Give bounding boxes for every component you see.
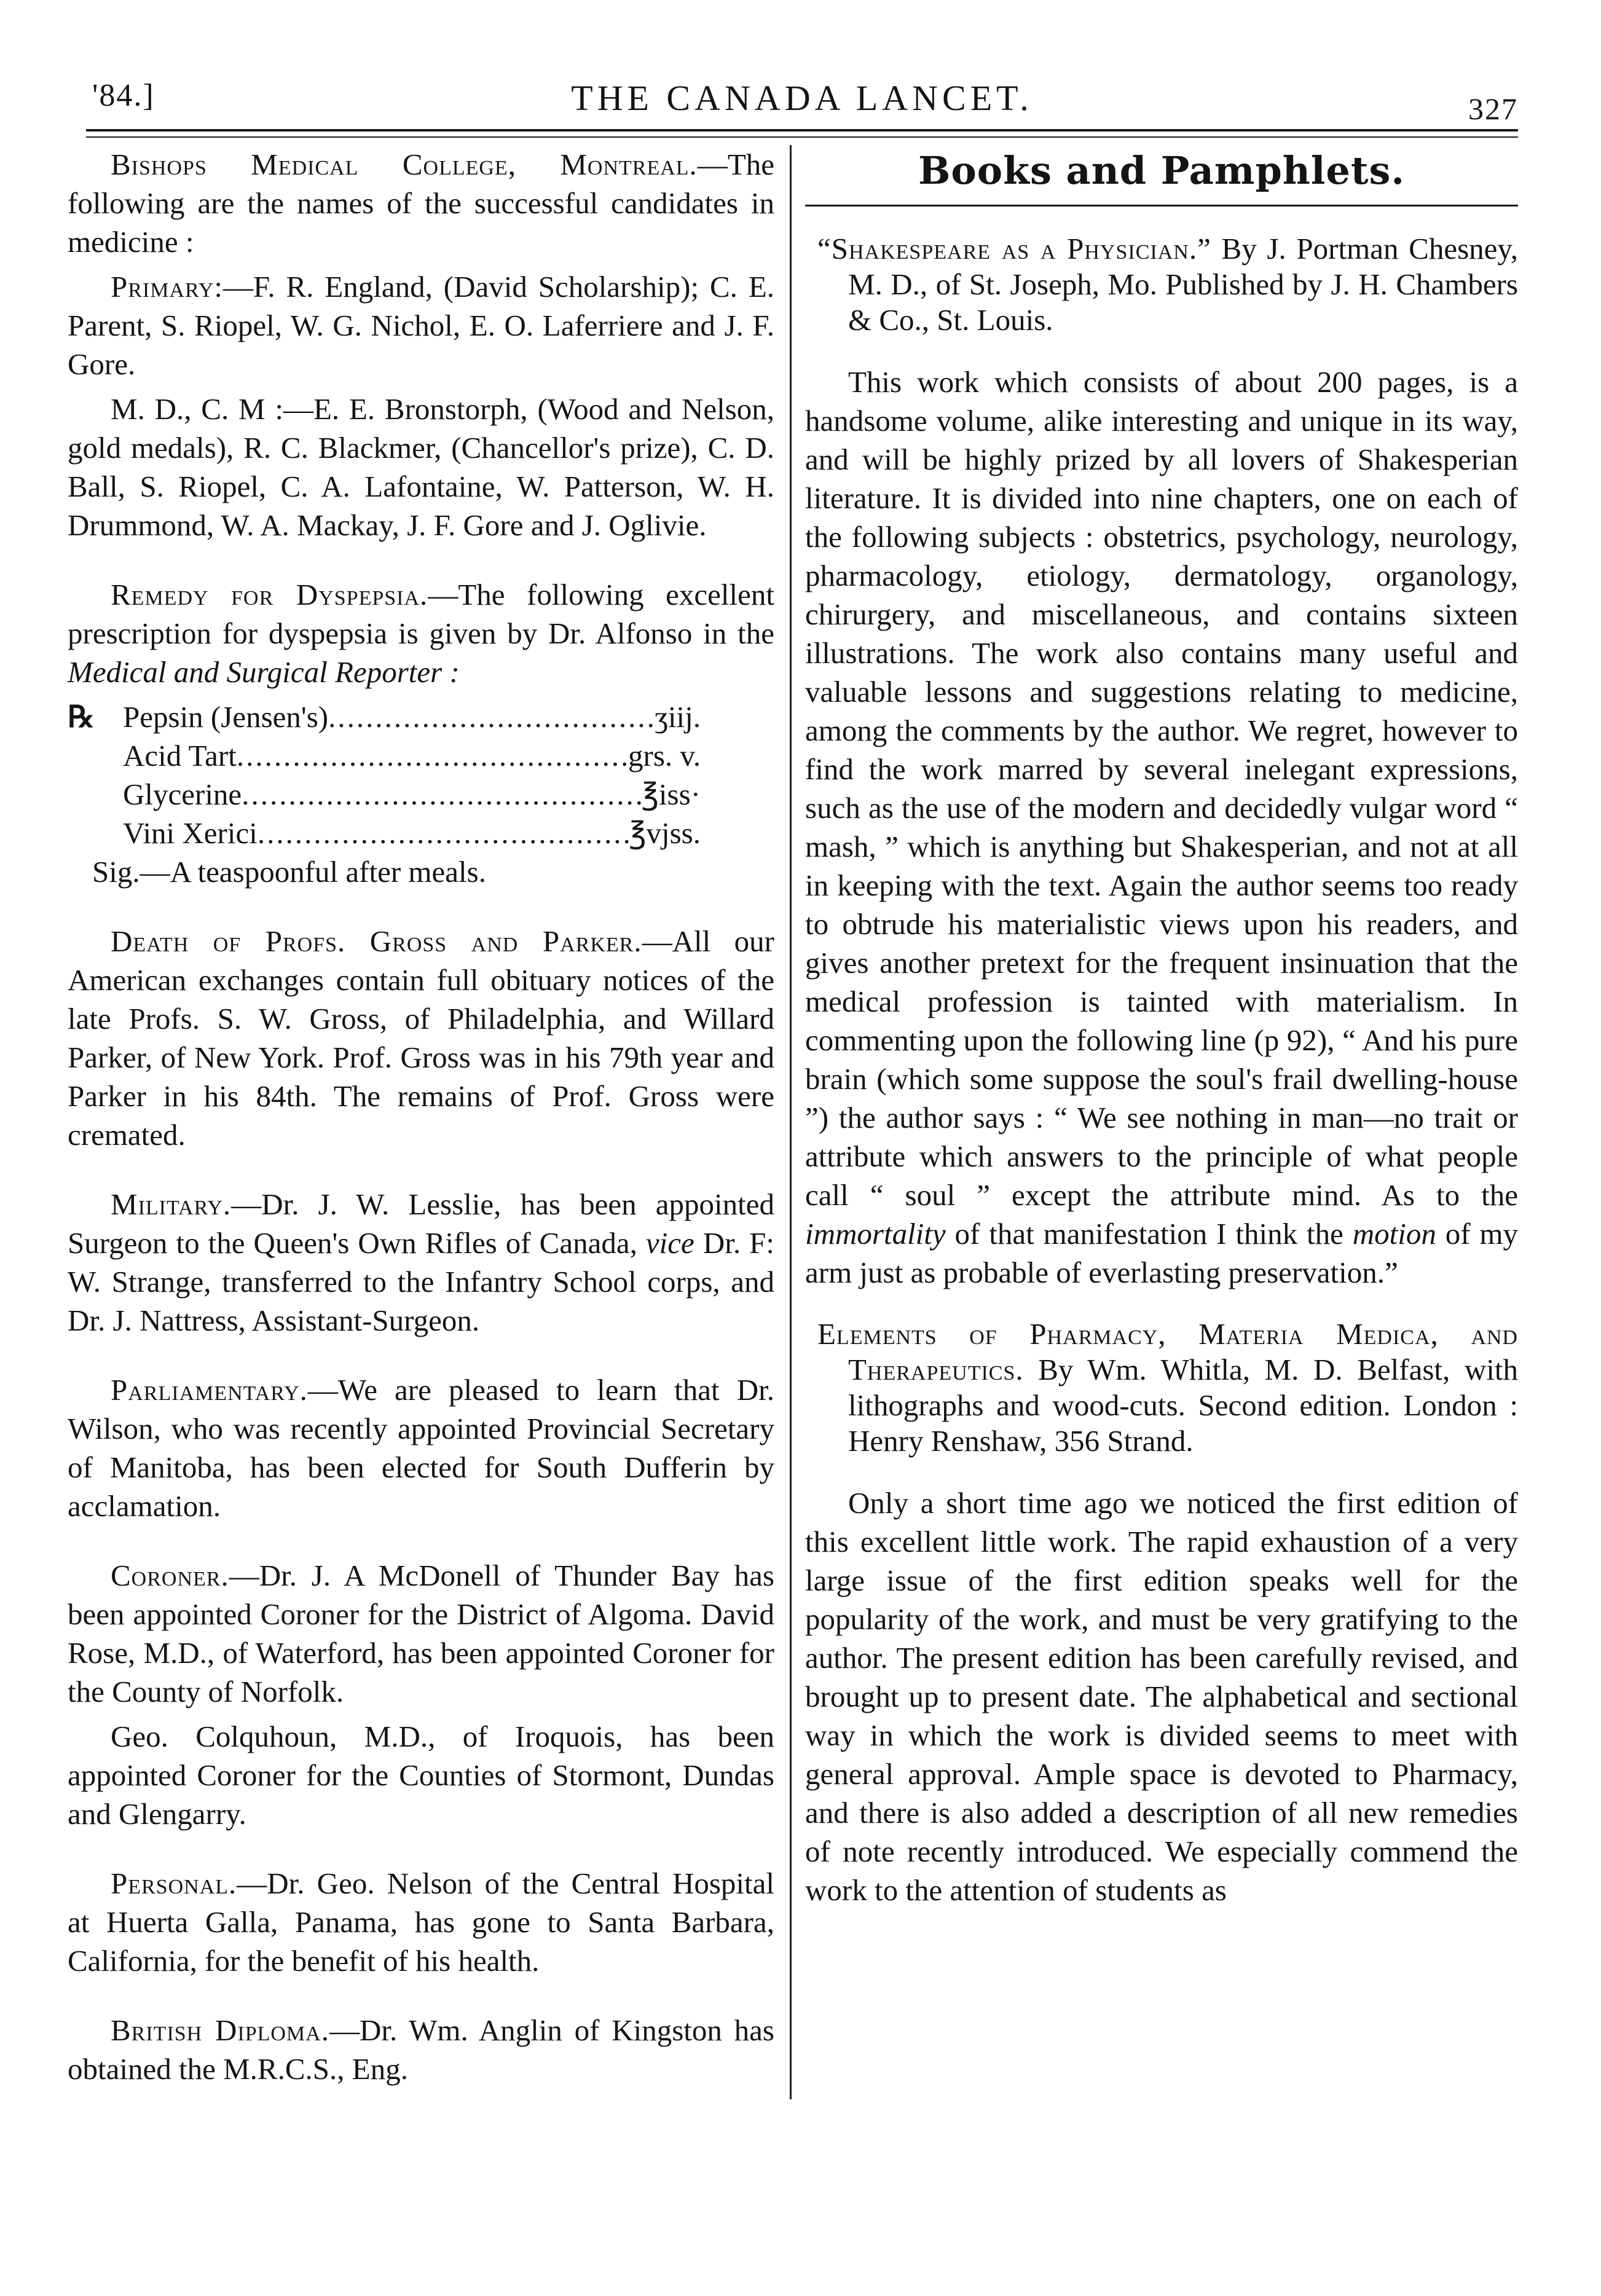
header-journal-title: THE CANADA LANCET.	[571, 78, 1033, 118]
article-heading: Personal.	[111, 1866, 237, 1900]
book-reference	[805, 231, 1518, 338]
left-column	[68, 145, 774, 2119]
ingredient-dose: ʒiij.	[655, 700, 701, 734]
dot-leader	[237, 736, 628, 775]
rx-symbol: ℞	[68, 700, 95, 734]
ingredient-name: Vini Xerici	[123, 816, 258, 850]
ingredient-dose: ℥vjss.	[629, 816, 701, 850]
review-text: Only a short time ago we noticed the first edition of this excellent little work. The rapid exhaustion of a very large issue of the first edition speaks well for the popularity of the work, and must be very gratifying to the author. The present edition has been carefully revised, and brought up to present date. The alphabetical and sectional way in which the work is divided seems to meet with general approval. Ample space is devoted to Pharmacy, and there is also added a description of all new remedies of note recently introduced. We especially commend the work to the attention of students as	[805, 1486, 1518, 1907]
book-reference	[805, 1316, 1518, 1459]
header-volume: '84.]	[92, 78, 155, 113]
article-text: —Dr. J. W. Lesslie, has been appointed Surgeon to the Queen's Own Rifles of Canada,	[68, 1187, 774, 1260]
ingredient-dose: grs. v.	[628, 739, 701, 773]
ingredient-name: Acid Tart	[123, 739, 237, 773]
section-title: Books and Pamphlets.	[918, 148, 1406, 193]
column-divider	[790, 145, 792, 2099]
header-rule-thin	[86, 136, 1518, 138]
article-heading: Remedy for Dyspepsia.	[111, 578, 428, 611]
article-heading: Coroner.	[111, 1559, 229, 1592]
article-military	[68, 1185, 774, 1340]
article-coroner	[68, 1556, 774, 1833]
prescription-line	[68, 775, 774, 814]
article-heading: Death of Profs. Gross and Parker.	[111, 924, 642, 958]
book-review	[805, 1484, 1518, 1909]
article-text: —Dr. J. A McDonell of Thunder Bay has been appointed Coroner for the District of Algoma. David Rose, M.D., of Waterford, has been appointed Coroner for the County of Norfolk.	[68, 1559, 774, 1708]
ingredient-dose: ℥iss·	[641, 777, 701, 811]
book-title: Elements of Pharmacy, Materia Medica, and Therapeutics.	[817, 1317, 1518, 1386]
article-text: Geo. Colquhoun, M.D., of Iroquois, has been appointed Coroner for the Counties of Stormont, Dundas and Glengarry.	[68, 1720, 774, 1831]
header-rule	[86, 129, 1518, 132]
book-title: “Shakespeare as a Physician.”	[817, 232, 1211, 265]
dot-leader	[242, 775, 641, 814]
section-rule	[805, 205, 1518, 206]
article-british-diploma	[68, 2011, 774, 2088]
article-death-of-profs	[68, 922, 774, 1154]
article-text: —All our American exchanges contain full obituary notices of the late Profs. S. W. Gross, of Philadelphia, and Willard Parker, of New York. Prof. Gross was in his 79th year and Parker in his 84th. The remains of Prof. Gross were cremated.	[68, 924, 775, 1152]
prescription	[68, 698, 774, 891]
dot-leader	[258, 814, 629, 852]
article-heading: Bishops Medical College, Montreal.	[111, 147, 698, 181]
review-text: of my arm just as probable of everlasting preservation.”	[805, 1217, 1519, 1289]
article-dyspepsia	[68, 575, 774, 891]
right-column	[805, 145, 1518, 1934]
header-page-number: 327	[1468, 92, 1518, 126]
running-header	[86, 73, 1518, 128]
italic-word: immortality	[805, 1217, 946, 1251]
book-review	[805, 363, 1518, 1292]
prescription-line	[68, 698, 774, 736]
article-text: —The following excellent prescription for dyspepsia is given by Dr. Alfonso in the	[68, 578, 775, 650]
article-bishops-college	[68, 145, 774, 545]
article-text: —Dr. Wm. Anglin of Kingston has obtained the M.R.C.S., Eng.	[68, 2013, 774, 2086]
prescription-line	[68, 814, 774, 852]
article-text: —We are pleased to learn that Dr. Wilson, who was recently appointed Provincial Secretary of Manitoba, has been elected for South Dufferin by acclamation.	[68, 1373, 774, 1523]
italic-word: motion	[1352, 1217, 1436, 1251]
primary-label: Primary:	[111, 270, 224, 304]
review-text: This work which consists of about 200 pages, is a handsome volume, alike interesting and unique in its way, and will be highly prized by all lovers of Shakesperian literature. It is divided into nine chapters, one on each of the following subjects : obstetrics, psychology, neurology, pharmacology, etiology, dermatology, organology, chirurgery, and miscellaneous, and contains sixteen illustrations. The work also contains many useful and valuable lessons and suggestions relating to medicine, among the comments by the author. We regret, however to find the work marred by several inelegant expressions, such as the use of the modern and decidedly vulgar word “ mash, ” which is anything but Shakesperian, and not at all in keeping with the text. Again the author seems too ready to obtrude his materialistic views upon his readers, and gives another pretext for the frequent insinuation that the medical profession is tainted with materialism. In commenting upon the following line (p 92), “ And his pure brain (which some suppose the soul's frail dwelling-house ”) the author says : “ We see nothing in man—no trait or attribute which answers to the principle of what people call “ soul ” except the attribute mind. As to the	[805, 365, 1518, 1212]
md-text: M. D., C. M :—E. E. Bronstorph, (Wood and Nelson, gold medals), R. C. Blackmer, (Chancellor's prize), C. D. Ball, S. Riopel, C. A. Lafontaine, W. Patterson, W. H. Drummond, W. A. Mackay, J. F. Gore and J. Oglivie.	[68, 392, 774, 542]
book-publication: By J. Portman Chesney, M. D., of St. Joseph, Mo. Published by J. H. Chambers & Co., St. Louis.	[848, 232, 1518, 337]
article-personal	[68, 1864, 774, 1980]
article-heading: Military.	[111, 1187, 232, 1221]
article-parliamentary	[68, 1370, 774, 1525]
article-text: —The following are the names of the successful candidates in medicine :	[68, 147, 774, 259]
article-text: Dr. F: W. Strange, transferred to the Infantry School corps, and Dr. J. Nattress, Assistant-Surgeon.	[68, 1226, 775, 1337]
review-text: of that manifestation I think the	[954, 1217, 1343, 1251]
latin-vice: vice	[645, 1226, 694, 1260]
book-publication: By Wm. Whitla, M. D. Belfast, with lithographs and wood-cuts. Second edition. London : Henry Renshaw, 356 Strand.	[848, 1353, 1518, 1458]
article-heading: British Diploma.	[111, 2013, 329, 2047]
article-text: —Dr. Geo. Nelson of the Central Hospital at Huerta Galla, Panama, has gone to Santa Barbara, California, for the benefit of his health.	[68, 1866, 774, 1978]
prescription-line	[68, 736, 774, 775]
article-heading: Parliamentary.	[111, 1373, 308, 1407]
ingredient-name: Pepsin (Jensen's)	[123, 700, 329, 734]
dot-leader	[328, 698, 655, 736]
source-journal: Medical and Surgical Reporter :	[68, 655, 460, 689]
ingredient-name: Glycerine	[123, 777, 242, 811]
prescription-signature: Sig.—A teaspoonful after meals.	[92, 855, 486, 889]
primary-text: —F. R. England, (David Scholarship); C. E. Parent, S. Riopel, W. G. Nichol, E. O. Laferriere and J. F. Gore.	[68, 270, 774, 381]
